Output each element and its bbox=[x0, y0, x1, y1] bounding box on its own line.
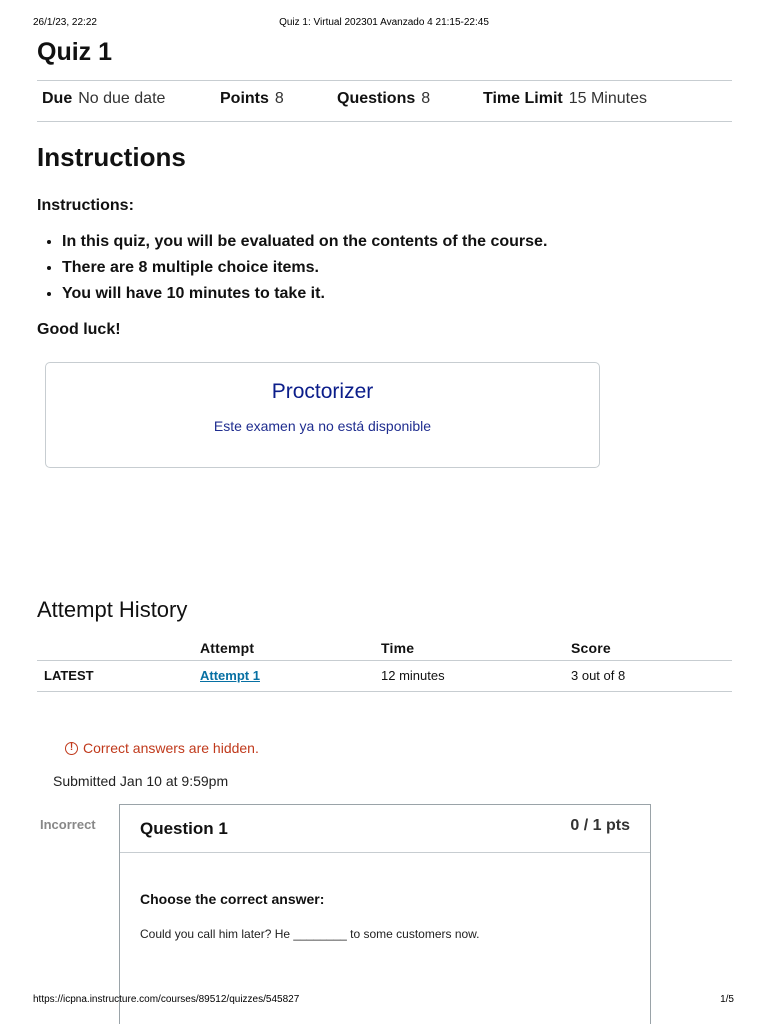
attempt-time: 12 minutes bbox=[381, 668, 445, 683]
question-header bbox=[120, 805, 650, 853]
meta-value: 8 bbox=[421, 90, 431, 107]
latest-tag: LATEST bbox=[44, 668, 94, 683]
instructions-heading: Instructions: bbox=[37, 197, 134, 214]
question-points: 0 / 1 pts bbox=[570, 817, 630, 834]
divider bbox=[37, 80, 732, 81]
meta-due bbox=[42, 90, 165, 108]
good-luck-text: Good luck! bbox=[37, 321, 121, 338]
question-card bbox=[119, 804, 651, 1024]
attempt-history-title: Attempt History bbox=[37, 597, 188, 622]
instruction-item: • You will have 10 minutes to take it. bbox=[62, 284, 547, 310]
page-title: Quiz 1 bbox=[37, 38, 113, 66]
meta-value: 15 Minutes bbox=[568, 90, 647, 107]
meta-label: Time Limit bbox=[483, 90, 563, 107]
divider bbox=[37, 121, 732, 122]
meta-label: Due bbox=[42, 90, 73, 107]
print-page-number: 1/5 bbox=[720, 994, 734, 1005]
answers-hidden-notice bbox=[65, 740, 259, 756]
meta-value: No due date bbox=[78, 90, 166, 107]
notice-text: Correct answers are hidden. bbox=[83, 740, 259, 756]
column-header-score: Score bbox=[571, 640, 611, 656]
warning-circle-icon: ! bbox=[65, 742, 78, 755]
proctorizer-title: Proctorizer bbox=[271, 380, 374, 403]
instructions-title: Instructions bbox=[37, 142, 186, 172]
submitted-timestamp: Submitted Jan 10 at 9:59pm bbox=[53, 773, 229, 789]
meta-label: Points bbox=[220, 90, 269, 107]
table-header-row bbox=[37, 636, 732, 660]
meta-time-limit bbox=[483, 90, 647, 108]
instruction-item: • In this quiz, you will be evaluated on the contents of the course. bbox=[62, 232, 547, 258]
instructions-list bbox=[40, 232, 547, 310]
question-prompt: Choose the correct answer: bbox=[140, 891, 325, 907]
meta-value: 8 bbox=[274, 90, 284, 107]
meta-points bbox=[220, 90, 284, 108]
proctorizer-panel bbox=[45, 362, 600, 468]
meta-questions bbox=[337, 90, 430, 108]
question-status-label: Incorrect bbox=[40, 817, 96, 832]
column-header-attempt: Attempt bbox=[200, 640, 255, 656]
proctorizer-message: Este examen ya no está disponible bbox=[213, 418, 432, 434]
instruction-item: • There are 8 multiple choice items. bbox=[62, 258, 547, 284]
print-document-title: Quiz 1: Virtual 202301 Avanzado 4 21:15-22:45 bbox=[279, 17, 489, 28]
meta-label: Questions bbox=[337, 90, 416, 107]
print-date: 26/1/23, 22:22 bbox=[33, 17, 97, 28]
question-title: Question 1 bbox=[140, 819, 228, 838]
attempt-score: 3 out of 8 bbox=[571, 668, 626, 683]
attempt-link[interactable]: Attempt 1 bbox=[200, 668, 260, 683]
table-row bbox=[37, 660, 732, 692]
print-url: https://icpna.instructure.com/courses/89512/quizzes/545827 bbox=[33, 994, 300, 1005]
attempt-history-table bbox=[37, 636, 732, 692]
question-text: Could you call him later? He ________ to some customers now. bbox=[140, 927, 480, 941]
column-header-time: Time bbox=[381, 640, 415, 656]
